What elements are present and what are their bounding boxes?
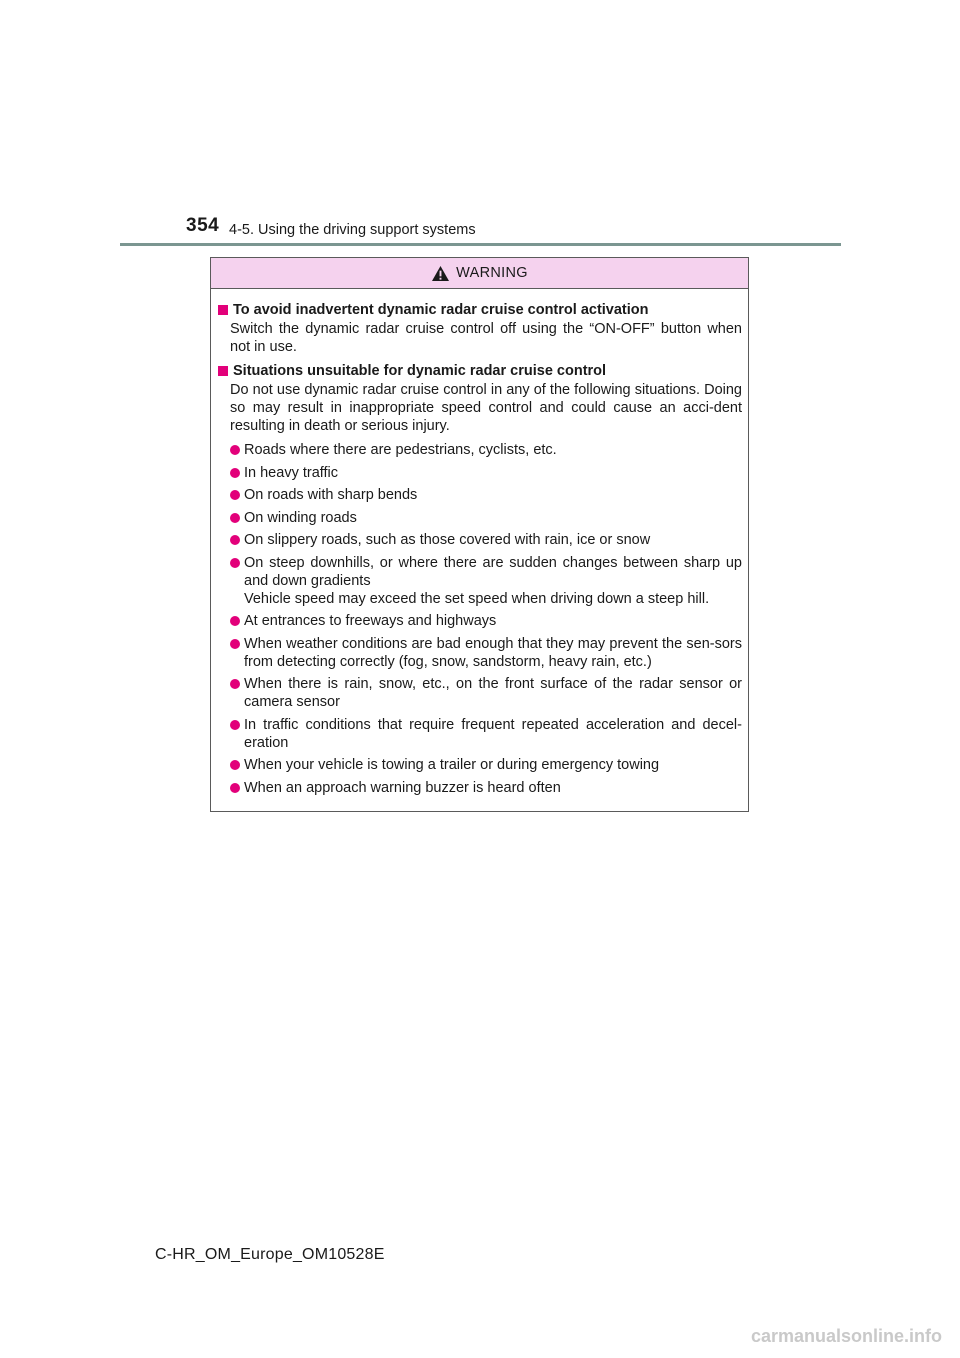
list-item — [230, 554, 742, 608]
round-bullet-icon — [230, 468, 240, 478]
warning-triangle-icon — [431, 265, 450, 282]
watermark: carmanualsonline.info — [750, 1326, 942, 1346]
warning-header — [211, 258, 748, 289]
list-item: On roads with sharp bends — [230, 486, 742, 504]
header-rule — [120, 243, 841, 246]
round-bullet-icon — [230, 513, 240, 523]
warning-box — [210, 257, 749, 812]
round-bullet-icon — [230, 760, 240, 770]
list-item: When weather conditions are bad enough that they may prevent the sen-sors from detecting correctly (fog, snow, sandstorm, heavy rain, etc.) — [230, 635, 742, 671]
page-header — [0, 0, 960, 250]
round-bullet-icon — [230, 720, 240, 730]
list-item: At entrances to freeways and highways — [230, 612, 742, 630]
topic-unsuitable-situations — [218, 362, 742, 797]
round-bullet-icon — [230, 558, 240, 568]
document-id: C-HR_OM_Europe_OM10528E — [155, 1246, 385, 1263]
square-bullet-icon — [218, 366, 228, 376]
list-item: When your vehicle is towing a trailer or during emergency towing — [230, 756, 742, 774]
warning-body — [211, 289, 748, 797]
round-bullet-icon — [230, 616, 240, 626]
topic-heading — [218, 301, 742, 320]
bullet-text: On steep downhills, or where there are sudden changes between sharp up and down gradients — [244, 554, 742, 589]
round-bullet-icon — [230, 783, 240, 793]
list-item: When an approach warning buzzer is heard often — [230, 779, 742, 797]
topic-inadvertent-activation — [218, 301, 742, 356]
list-item: When there is rain, snow, etc., on the front surface of the radar sensor or camera sensor — [230, 675, 742, 711]
topic-text: Switch the dynamic radar cruise control off using the “ON-OFF” button when not in use. — [230, 321, 742, 355]
round-bullet-icon — [230, 679, 240, 689]
bullet-note: Vehicle speed may exceed the set speed when driving down a steep hill. — [244, 590, 710, 607]
warning-label: WARNING — [456, 265, 528, 281]
list-item: On winding roads — [230, 509, 742, 527]
section-title: 4-5. Using the driving support systems — [229, 222, 476, 238]
list-item: In heavy traffic — [230, 464, 742, 482]
page-number: 354 — [186, 215, 220, 236]
list-item: On slippery roads, such as those covered with rain, ice or snow — [230, 531, 742, 549]
list-item: Roads where there are pedestrians, cyclists, etc. — [230, 441, 742, 459]
round-bullet-icon — [230, 445, 240, 455]
topic-title: To avoid inadvertent dynamic radar cruise control activation — [233, 302, 649, 318]
round-bullet-icon — [230, 639, 240, 649]
situation-list — [218, 441, 742, 797]
topic-text: Do not use dynamic radar cruise control in any of the following situations. Doing so may result in inappropriate speed control and could cause an acci-dent resulting in death or serious injury. — [230, 382, 742, 434]
round-bullet-icon — [230, 490, 240, 500]
round-bullet-icon — [230, 535, 240, 545]
topic-title: Situations unsuitable for dynamic radar cruise control — [233, 363, 607, 379]
topic-heading — [218, 362, 742, 381]
list-item: In traffic conditions that require frequent repeated acceleration and decel-eration — [230, 716, 742, 752]
square-bullet-icon — [218, 305, 228, 315]
